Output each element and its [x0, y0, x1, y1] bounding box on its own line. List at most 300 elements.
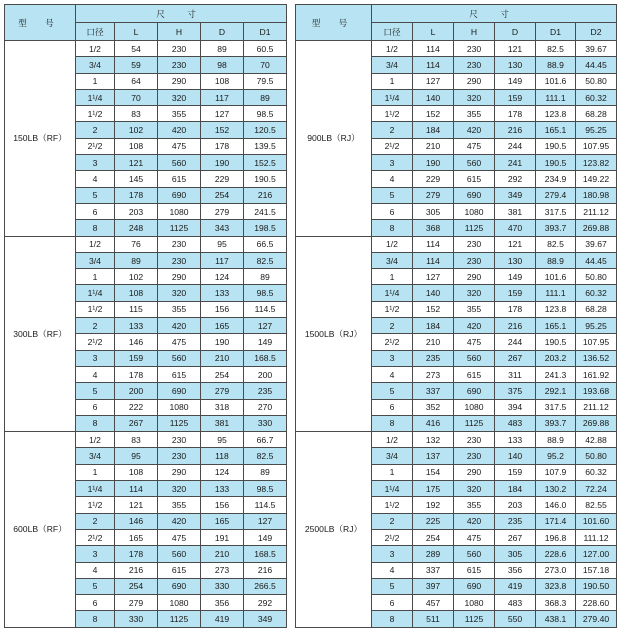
value-cell: 267: [115, 415, 158, 431]
value-cell: 292: [244, 595, 287, 611]
value-cell: 114: [413, 57, 454, 73]
value-cell: 266.5: [244, 578, 287, 594]
value-cell: 216: [244, 562, 287, 578]
value-cell: 165: [115, 529, 158, 545]
value-cell: 114: [413, 236, 454, 252]
value-cell: 149: [495, 269, 536, 285]
value-cell: 560: [454, 546, 495, 562]
value-cell: 60.5: [244, 41, 287, 57]
value-cell: 114: [115, 481, 158, 497]
bore-cell: 1/2: [372, 41, 413, 57]
value-cell: 59: [115, 57, 158, 73]
value-cell: 178: [115, 187, 158, 203]
value-cell: 54: [115, 41, 158, 57]
right-dimension-table: [295, 4, 617, 628]
value-cell: 127.00: [576, 546, 617, 562]
value-cell: 146: [115, 513, 158, 529]
value-cell: 1080: [454, 203, 495, 219]
value-cell: 124: [201, 464, 244, 480]
bore-cell: 2: [372, 318, 413, 334]
value-cell: 279.4: [536, 187, 576, 203]
bore-cell: 3: [372, 155, 413, 171]
value-cell: 190: [201, 334, 244, 350]
value-cell: 320: [454, 89, 495, 105]
model-type-cell: 300LB（RF）: [5, 236, 76, 432]
bore-cell: 1/2: [76, 236, 115, 252]
value-cell: 1125: [158, 220, 201, 236]
value-cell: 615: [454, 562, 495, 578]
value-cell: 210: [413, 334, 454, 350]
value-cell: 98: [201, 57, 244, 73]
value-cell: 228.60: [576, 595, 617, 611]
value-cell: 137: [413, 448, 454, 464]
value-cell: 355: [158, 497, 201, 513]
value-cell: 337: [413, 562, 454, 578]
value-cell: 420: [158, 318, 201, 334]
value-cell: 121: [495, 41, 536, 57]
bore-cell: 1¹/4: [372, 481, 413, 497]
value-cell: 355: [158, 301, 201, 317]
value-cell: 171.4: [536, 513, 576, 529]
bore-cell: 2¹/2: [76, 138, 115, 154]
value-cell: 115: [115, 301, 158, 317]
value-cell: 140: [413, 285, 454, 301]
value-cell: 193.68: [576, 383, 617, 399]
bore-cell: 2: [76, 513, 115, 529]
value-cell: 267: [495, 529, 536, 545]
value-cell: 254: [201, 366, 244, 382]
value-cell: 420: [454, 318, 495, 334]
value-cell: 114: [413, 41, 454, 57]
table-row: [5, 41, 287, 57]
value-cell: 419: [201, 611, 244, 627]
column-header: D1: [536, 23, 576, 41]
value-cell: 560: [454, 350, 495, 366]
value-cell: 475: [158, 334, 201, 350]
value-cell: 60.32: [576, 464, 617, 480]
value-cell: 216: [495, 318, 536, 334]
value-cell: 190.50: [576, 578, 617, 594]
value-cell: 420: [454, 513, 495, 529]
bore-cell: 2: [76, 318, 115, 334]
value-cell: 290: [158, 464, 201, 480]
bore-cell: 1: [372, 464, 413, 480]
bore-cell: 1¹/2: [372, 301, 413, 317]
value-cell: 127: [201, 106, 244, 122]
model-type-cell: 900LB（RJ）: [296, 41, 372, 237]
value-cell: 269.88: [576, 415, 617, 431]
value-cell: 152: [413, 301, 454, 317]
bore-cell: 6: [76, 399, 115, 415]
bore-cell: 1: [372, 269, 413, 285]
value-cell: 368: [413, 220, 454, 236]
value-cell: 121: [115, 155, 158, 171]
bore-cell: 5: [76, 383, 115, 399]
value-cell: 95: [201, 432, 244, 448]
value-cell: 145: [115, 171, 158, 187]
value-cell: 216: [495, 122, 536, 138]
value-cell: 107.95: [576, 138, 617, 154]
value-cell: 123.8: [536, 106, 576, 122]
value-cell: 39.67: [576, 236, 617, 252]
bore-cell: 5: [76, 578, 115, 594]
value-cell: 317.5: [536, 399, 576, 415]
value-cell: 229: [413, 171, 454, 187]
value-cell: 88.9: [536, 57, 576, 73]
bore-cell: 3/4: [76, 448, 115, 464]
value-cell: 305: [495, 546, 536, 562]
value-cell: 290: [454, 464, 495, 480]
value-cell: 130: [495, 57, 536, 73]
value-cell: 211.12: [576, 203, 617, 219]
table-row: [5, 432, 287, 448]
bore-cell: 2: [372, 513, 413, 529]
table-row: [296, 41, 617, 57]
table-row: [5, 236, 287, 252]
value-cell: 44.45: [576, 57, 617, 73]
column-header: L: [115, 23, 158, 41]
value-cell: 241.3: [536, 366, 576, 382]
value-cell: 184: [413, 318, 454, 334]
value-cell: 1125: [454, 415, 495, 431]
value-cell: 139.5: [244, 138, 287, 154]
value-cell: 330: [201, 578, 244, 594]
value-cell: 149.22: [576, 171, 617, 187]
value-cell: 82.5: [244, 448, 287, 464]
column-header: D2: [576, 23, 617, 41]
value-cell: 355: [454, 106, 495, 122]
bore-cell: 4: [372, 366, 413, 382]
value-cell: 159: [495, 89, 536, 105]
value-cell: 273.0: [536, 562, 576, 578]
value-cell: 289: [413, 546, 454, 562]
value-cell: 1080: [454, 399, 495, 415]
value-cell: 95.25: [576, 122, 617, 138]
value-cell: 123.8: [536, 301, 576, 317]
value-cell: 152: [201, 122, 244, 138]
value-cell: 190: [201, 155, 244, 171]
value-cell: 230: [454, 41, 495, 57]
value-cell: 244: [495, 334, 536, 350]
value-cell: 156: [201, 301, 244, 317]
value-cell: 178: [201, 138, 244, 154]
value-cell: 230: [454, 236, 495, 252]
bore-cell: 3: [372, 350, 413, 366]
value-cell: 216: [244, 187, 287, 203]
value-cell: 560: [158, 350, 201, 366]
value-cell: 317.5: [536, 203, 576, 219]
bore-cell: 3/4: [76, 57, 115, 73]
value-cell: 83: [115, 106, 158, 122]
value-cell: 60.32: [576, 89, 617, 105]
bore-cell: 1¹/2: [76, 106, 115, 122]
value-cell: 196.8: [536, 529, 576, 545]
value-cell: 107.9: [536, 464, 576, 480]
value-cell: 102: [115, 122, 158, 138]
value-cell: 192: [413, 497, 454, 513]
value-cell: 1080: [158, 203, 201, 219]
value-cell: 165: [201, 318, 244, 334]
value-cell: 323.8: [536, 578, 576, 594]
bore-cell: 3/4: [372, 448, 413, 464]
value-cell: 230: [158, 57, 201, 73]
bore-cell: 3: [76, 350, 115, 366]
model-type-cell: 2500LB（RJ）: [296, 432, 372, 628]
value-cell: 66.5: [244, 236, 287, 252]
value-cell: 101.6: [536, 73, 576, 89]
value-cell: 381: [495, 203, 536, 219]
value-cell: 690: [454, 383, 495, 399]
value-cell: 127: [244, 318, 287, 334]
value-cell: 132: [413, 432, 454, 448]
value-cell: 165: [201, 513, 244, 529]
value-cell: 615: [454, 366, 495, 382]
value-cell: 211.12: [576, 399, 617, 415]
value-cell: 107.95: [576, 334, 617, 350]
value-cell: 320: [158, 89, 201, 105]
value-cell: 98.5: [244, 285, 287, 301]
bore-cell: 2¹/2: [76, 529, 115, 545]
value-cell: 330: [244, 415, 287, 431]
value-cell: 68.28: [576, 301, 617, 317]
value-cell: 1080: [158, 595, 201, 611]
bore-cell: 4: [372, 562, 413, 578]
value-cell: 560: [158, 155, 201, 171]
value-cell: 269.88: [576, 220, 617, 236]
value-cell: 127: [413, 73, 454, 89]
bore-cell: 2¹/2: [372, 529, 413, 545]
value-cell: 560: [158, 546, 201, 562]
value-cell: 165.1: [536, 122, 576, 138]
value-cell: 88.9: [536, 432, 576, 448]
value-cell: 355: [158, 106, 201, 122]
value-cell: 1080: [454, 595, 495, 611]
value-cell: 123.82: [576, 155, 617, 171]
value-cell: 352: [413, 399, 454, 415]
value-cell: 230: [158, 448, 201, 464]
column-header: D1: [244, 23, 287, 41]
value-cell: 343: [201, 220, 244, 236]
value-cell: 127: [244, 513, 287, 529]
value-cell: 230: [158, 236, 201, 252]
value-cell: 475: [454, 138, 495, 154]
value-cell: 349: [244, 611, 287, 627]
value-cell: 190.5: [244, 171, 287, 187]
value-cell: 89: [244, 89, 287, 105]
value-cell: 320: [454, 481, 495, 497]
bore-cell: 3/4: [372, 57, 413, 73]
value-cell: 82.5: [244, 252, 287, 268]
value-cell: 690: [158, 187, 201, 203]
value-cell: 82.5: [536, 41, 576, 57]
value-cell: 416: [413, 415, 454, 431]
value-cell: 228.6: [536, 546, 576, 562]
value-cell: 203: [115, 203, 158, 219]
value-cell: 279: [201, 203, 244, 219]
bore-cell: 2¹/2: [372, 334, 413, 350]
value-cell: 108: [201, 73, 244, 89]
bore-cell: 3/4: [372, 252, 413, 268]
bore-cell: 8: [76, 220, 115, 236]
value-cell: 111.1: [536, 285, 576, 301]
bore-cell: 1¹/4: [76, 89, 115, 105]
value-cell: 82.55: [576, 497, 617, 513]
bore-cell: 3: [76, 155, 115, 171]
bore-cell: 1¹/2: [372, 106, 413, 122]
value-cell: 235: [413, 350, 454, 366]
value-cell: 140: [495, 448, 536, 464]
value-cell: 101.6: [536, 269, 576, 285]
bore-cell: 1: [76, 269, 115, 285]
value-cell: 690: [454, 187, 495, 203]
value-cell: 290: [158, 73, 201, 89]
value-cell: 133: [201, 481, 244, 497]
bore-cell: 8: [76, 415, 115, 431]
value-cell: 216: [115, 562, 158, 578]
bore-cell: 2: [76, 122, 115, 138]
bore-cell: 3/4: [76, 252, 115, 268]
value-cell: 114: [413, 252, 454, 268]
value-cell: 290: [454, 73, 495, 89]
model-type-cell: 150LB（RF）: [5, 41, 76, 237]
value-cell: 190: [413, 155, 454, 171]
value-cell: 279: [115, 595, 158, 611]
value-cell: 235: [244, 383, 287, 399]
value-cell: 234.9: [536, 171, 576, 187]
bore-cell: 2¹/2: [76, 334, 115, 350]
value-cell: 161.92: [576, 366, 617, 382]
bore-cell: 5: [372, 578, 413, 594]
bore-cell: 4: [76, 171, 115, 187]
value-cell: 356: [201, 595, 244, 611]
bore-cell: 8: [76, 611, 115, 627]
value-cell: 1125: [158, 415, 201, 431]
value-cell: 419: [495, 578, 536, 594]
value-cell: 690: [158, 578, 201, 594]
value-cell: 355: [454, 497, 495, 513]
value-cell: 180.98: [576, 187, 617, 203]
value-cell: 320: [158, 481, 201, 497]
column-header: H: [158, 23, 201, 41]
value-cell: 273: [201, 562, 244, 578]
value-cell: 82.5: [536, 236, 576, 252]
value-cell: 95.25: [576, 318, 617, 334]
value-cell: 420: [454, 122, 495, 138]
value-cell: 381: [201, 415, 244, 431]
bore-cell: 4: [372, 171, 413, 187]
value-cell: 44.45: [576, 252, 617, 268]
value-cell: 483: [495, 595, 536, 611]
value-cell: 133: [495, 432, 536, 448]
value-cell: 88.9: [536, 252, 576, 268]
value-cell: 210: [201, 546, 244, 562]
type-header: 型 号: [296, 5, 372, 41]
value-cell: 225: [413, 513, 454, 529]
model-type-cell: 1500LB（RJ）: [296, 236, 372, 432]
value-cell: 190.5: [536, 138, 576, 154]
value-cell: 229: [201, 171, 244, 187]
value-cell: 470: [495, 220, 536, 236]
bore-cell: 1: [76, 464, 115, 480]
value-cell: 203.2: [536, 350, 576, 366]
value-cell: 108: [115, 285, 158, 301]
value-cell: 241.5: [244, 203, 287, 219]
value-cell: 72.24: [576, 481, 617, 497]
bore-cell: 1¹/4: [372, 285, 413, 301]
bore-cell: 8: [372, 220, 413, 236]
value-cell: 615: [158, 366, 201, 382]
model-type-cell: 600LB（RF）: [5, 432, 76, 628]
dimensions-header: 尺 寸: [76, 5, 287, 23]
value-cell: 159: [495, 464, 536, 480]
value-cell: 254: [201, 187, 244, 203]
value-cell: 475: [158, 529, 201, 545]
bore-cell: 6: [76, 595, 115, 611]
value-cell: 368.3: [536, 595, 576, 611]
value-cell: 394: [495, 399, 536, 415]
value-cell: 89: [244, 464, 287, 480]
value-cell: 420: [158, 513, 201, 529]
value-cell: 397: [413, 578, 454, 594]
value-cell: 292.1: [536, 383, 576, 399]
value-cell: 191: [201, 529, 244, 545]
value-cell: 210: [413, 138, 454, 154]
value-cell: 235: [495, 513, 536, 529]
value-cell: 117: [201, 252, 244, 268]
value-cell: 230: [454, 252, 495, 268]
value-cell: 279.40: [576, 611, 617, 627]
value-cell: 200: [115, 383, 158, 399]
value-cell: 133: [115, 318, 158, 334]
value-cell: 60.32: [576, 285, 617, 301]
value-cell: 156: [201, 497, 244, 513]
value-cell: 560: [454, 155, 495, 171]
value-cell: 375: [495, 383, 536, 399]
bore-cell: 3: [372, 546, 413, 562]
value-cell: 133: [201, 285, 244, 301]
value-cell: 330: [115, 611, 158, 627]
value-cell: 70: [244, 57, 287, 73]
value-cell: 114.5: [244, 301, 287, 317]
value-cell: 95.2: [536, 448, 576, 464]
value-cell: 146.0: [536, 497, 576, 513]
bore-cell: 8: [372, 611, 413, 627]
value-cell: 140: [413, 89, 454, 105]
value-cell: 149: [244, 529, 287, 545]
value-cell: 152.5: [244, 155, 287, 171]
bore-cell: 1/2: [76, 432, 115, 448]
bore-cell: 1: [76, 73, 115, 89]
value-cell: 114.5: [244, 497, 287, 513]
value-cell: 154: [413, 464, 454, 480]
bore-cell: 6: [372, 595, 413, 611]
bore-cell: 1/2: [372, 236, 413, 252]
value-cell: 178: [115, 546, 158, 562]
value-cell: 279: [201, 383, 244, 399]
value-cell: 475: [158, 138, 201, 154]
value-cell: 68.28: [576, 106, 617, 122]
value-cell: 175: [413, 481, 454, 497]
value-cell: 230: [454, 448, 495, 464]
value-cell: 70: [115, 89, 158, 105]
value-cell: 615: [454, 171, 495, 187]
column-header: H: [454, 23, 495, 41]
bore-cell: 1/2: [372, 432, 413, 448]
value-cell: 420: [158, 122, 201, 138]
value-cell: 475: [454, 334, 495, 350]
value-cell: 50.80: [576, 73, 617, 89]
bore-cell: 5: [372, 383, 413, 399]
